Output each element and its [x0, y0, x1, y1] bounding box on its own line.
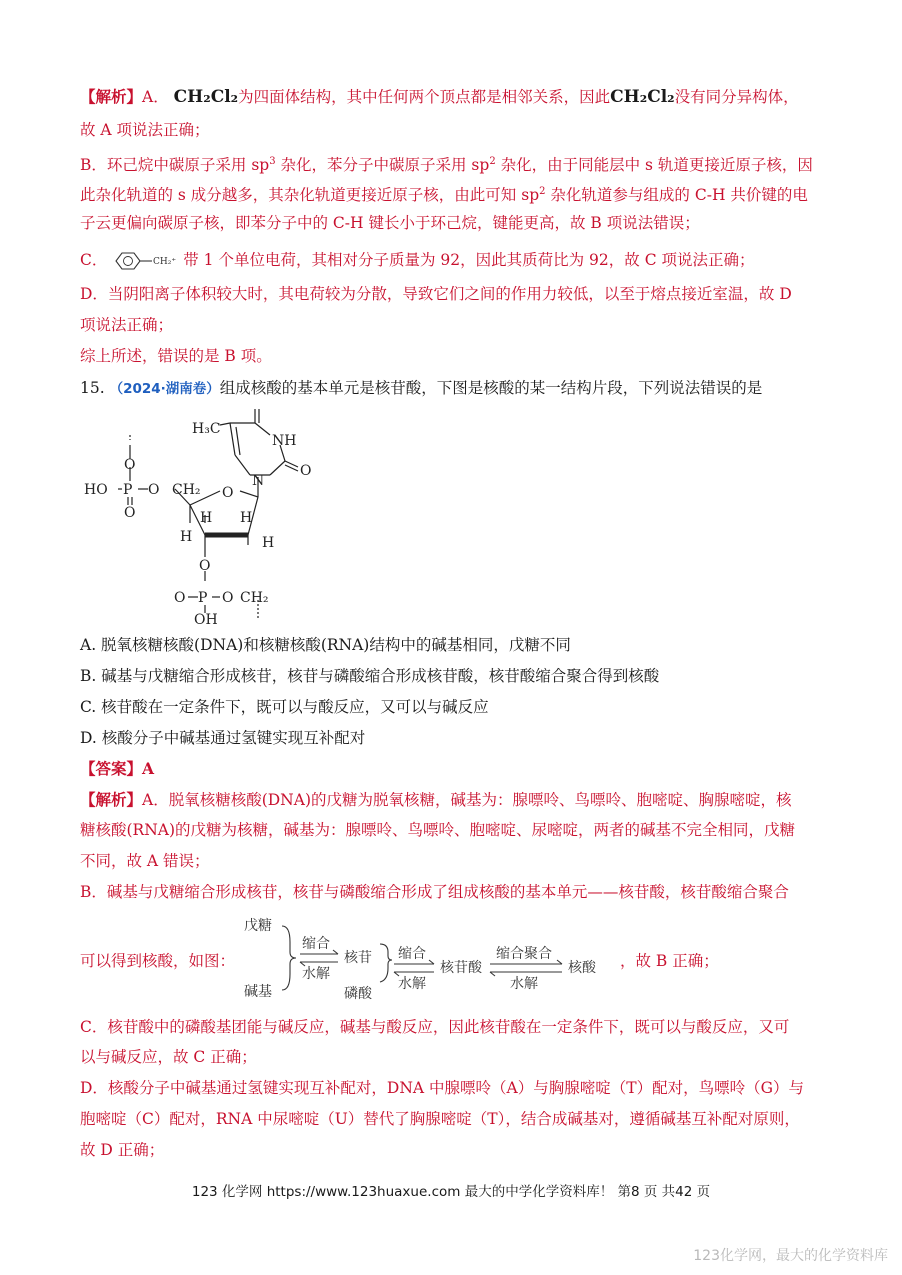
prev-analysis-d-line2: 项说法正确；	[80, 316, 174, 334]
prev-analysis-b-line2	[80, 181, 840, 206]
benzyl-cation-icon	[112, 250, 178, 272]
analysis-b-line2-post: ，故 B 正确；	[620, 952, 719, 970]
scheme-condense1: 缩合	[302, 936, 330, 952]
text: A．脱氧核糖核酸(DNA)的戊糖为脱氧核糖，碱基为：腺嘌呤、鸟嘌呤、胞嘧啶、胸腺嘧啶，核	[142, 791, 792, 809]
prev-analysis-c-line	[80, 249, 840, 272]
answer-tag: 【答案】	[80, 759, 143, 778]
scheme-polycondense: 缩合聚合	[496, 946, 552, 962]
scheme-condense2: 缩合	[398, 946, 426, 962]
question-text: 组成核酸的基本单元是核苷酸，下图是核酸的某一结构片段，下列说法错误的是	[219, 379, 763, 397]
label-o-mid: O	[199, 558, 211, 574]
label-oh: OH	[194, 612, 218, 628]
label-ch2-top: CH₂	[172, 482, 201, 498]
scheme-hydrolysis2: 水解	[398, 976, 426, 992]
analysis-d-line1: D．核酸分子中碱基通过氢键实现互补配对，DNA 中腺嘌呤（A）与胸腺嘧啶（T）配对，鸟嘌呤（G）与	[80, 1079, 804, 1097]
scheme-base: 碱基	[244, 984, 272, 1000]
text: B．环己烷中碳原子采用 sp	[80, 156, 270, 175]
analysis-c-line2: 以与碱反应，故 C 正确；	[80, 1048, 257, 1066]
superscript: 2	[489, 156, 496, 167]
scheme-pentose: 戊糖	[244, 918, 272, 934]
analysis-a-line1	[80, 789, 840, 811]
label-h3c: H₃C	[192, 421, 221, 437]
benzyl-group-label: CH₂⁺	[153, 257, 177, 267]
label-o-carbonyl: O	[300, 463, 312, 479]
label-o-ring: O	[222, 485, 234, 501]
superscript: 3	[269, 156, 276, 167]
label-h1: H	[200, 510, 213, 526]
label-nh: NH	[272, 433, 297, 449]
label-o-top: O	[124, 457, 136, 473]
text: 为四面体结构，其中任何两个顶点都是相邻关系，因此	[238, 88, 611, 106]
scheme-nucleoside: 核苷	[344, 950, 372, 966]
formula-ch2cl2: CH₂Cl₂	[173, 87, 239, 107]
label-o-bottom-left: O	[174, 590, 186, 606]
analysis-a-line2: 糖核酸(RNA)的戊糖为核糖，碱基为：腺嘌呤、鸟嘌呤、胞嘧啶、尿嘧啶，两者的碱基不完全相同，戊糖	[80, 821, 796, 839]
option-prefix: C．	[80, 251, 108, 269]
label-o-double: O	[124, 505, 136, 521]
label-ho: HO	[84, 482, 108, 498]
text: 此杂化轨道的 s 成分越多，其杂化轨道更接近原子核，由此可知 sp	[80, 186, 540, 205]
option-d: D. 核酸分子中碱基通过氢键实现互补配对	[80, 729, 366, 747]
text: 没有同分异构体，	[674, 88, 799, 106]
option-b: B. 碱基与戊糖缩合形成核苷，核苷与磷酸缩合形成核苷酸，核苷酸缩合聚合得到核酸	[80, 667, 660, 685]
nucleic-acid-formation-scheme	[238, 912, 618, 1004]
analysis-c-line1: C．核苷酸中的磷酸基团能与碱反应，碱基与酸反应，因此核苷酸在一定条件下，既可以与酸反应，又可	[80, 1018, 790, 1036]
label-h2: H	[180, 529, 193, 545]
scheme-nucleic-acid: 核酸	[568, 960, 596, 976]
option-prefix: A．	[142, 88, 169, 106]
label-p-bottom: P	[198, 590, 208, 606]
prev-analysis-b-line3: 子云更偏向碳原子核，即苯分子中的 C-H 键长小于环己烷，键能更高，故 B 项说法错误；	[80, 214, 700, 232]
label-ch2-bottom: CH₂	[240, 590, 269, 606]
scheme-hydrolysis3: 水解	[510, 976, 538, 992]
answer-line	[80, 758, 840, 780]
text: 带 1 个单位电荷，其相对分子质量为 92，因此其质荷比为 92，故 C 项说法正确；	[183, 251, 755, 269]
label-h3: H	[240, 510, 253, 526]
prev-analysis-a-line1	[80, 86, 840, 108]
watermark: 123化学网，最大的化学资料库	[693, 1248, 888, 1264]
page-footer: 123 化学网 https://www.123huaxue.com 最大的中学化学资料库！ 第8 页 共42 页	[191, 1184, 711, 1200]
prev-analysis-d-line1: D．当阴阳离子体积较大时，其电荷较为分散，导致它们之间的作用力较低，以至于熔点接近室温，故 D	[80, 285, 792, 303]
label-h4: H	[262, 535, 275, 551]
analysis-b-line1: B．碱基与戊糖缩合形成核苷，核苷与磷酸缩合形成了组成核酸的基本单元——核苷酸，核苷酸缩合聚合	[80, 883, 789, 901]
label-n: N	[252, 473, 265, 489]
scheme-hydrolysis1: 水解	[302, 966, 330, 982]
prev-analysis-summary: 综上所述，错误的是 B 项。	[80, 347, 272, 365]
analysis-b-line2-pre: 可以得到核酸，如图：	[80, 952, 236, 970]
question-stem	[80, 377, 840, 400]
analysis-tag: 【解析】	[80, 790, 143, 809]
label-p-top: P	[123, 482, 133, 498]
prev-analysis-b-line1	[80, 151, 840, 176]
superscript: 2	[539, 186, 546, 197]
scheme-nucleotide: 核苷酸	[440, 960, 482, 976]
analysis-d-line3: 故 D 正确；	[80, 1141, 165, 1159]
text: 杂化，由于同能层中 s 轨道更接近原子核，因	[495, 156, 813, 175]
option-a: A. 脱氧核糖核酸(DNA)和核糖核酸(RNA)结构中的碱基相同，戊糖不同	[80, 636, 571, 654]
scheme-phosphate: 磷酸	[344, 986, 372, 1002]
label-o-bottom-right: O	[222, 590, 234, 606]
question-source: （2024·湖南卷）	[109, 381, 220, 397]
text: 杂化，苯分子中碳原子采用 sp	[275, 156, 490, 175]
nucleotide-structure-diagram	[80, 405, 340, 630]
answer-value: A	[142, 759, 155, 778]
analysis-tag: 【解析】	[80, 87, 143, 106]
question-number: 15.	[80, 379, 105, 397]
analysis-a-line3: 不同，故 A 错误；	[80, 852, 210, 870]
prev-analysis-a-line2: 故 A 项说法正确；	[80, 121, 210, 139]
option-c: C. 核苷酸在一定条件下，既可以与酸反应，又可以与碱反应	[80, 698, 489, 716]
analysis-d-line2: 胞嘧啶（C）配对，RNA 中尿嘧啶（U）替代了胸腺嘧啶（T），结合成碱基对，遵循碱基互补配对原则，	[80, 1110, 800, 1128]
formula-ch2cl2: CH₂Cl₂	[610, 87, 675, 107]
label-o-bridge: O	[148, 482, 160, 498]
text: 杂化轨道参与组成的 C-H 共价键的电	[545, 186, 808, 205]
